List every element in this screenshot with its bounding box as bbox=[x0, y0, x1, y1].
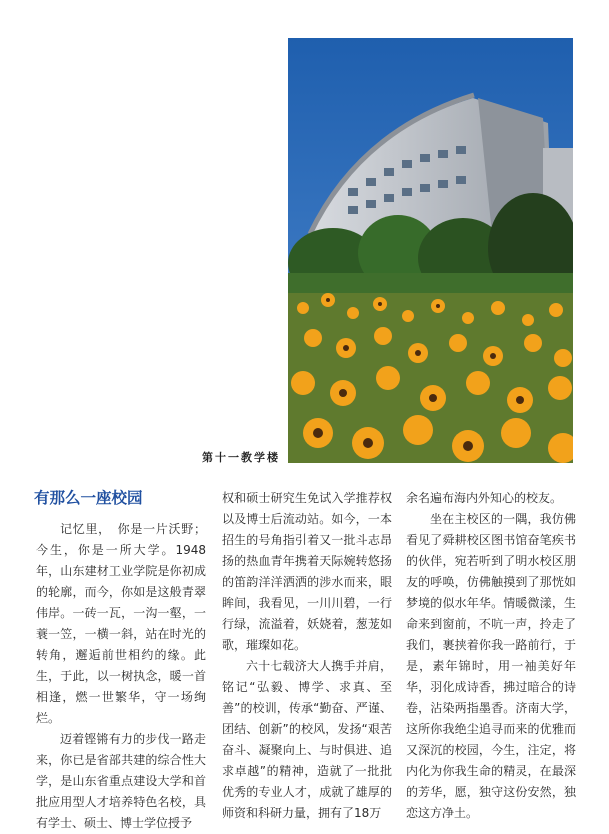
section-title: 有那么一座校园 bbox=[34, 489, 143, 507]
paragraph: 六十七载济大人携手并肩，铭记“弘毅、博学、求真、至善”的校训，传承“勤奋、严谨、团结、创新”的校风，发扬“艰苦奋斗、凝聚向上、与时俱进、追求卓越”的精神，造就了一批批优秀的专业人才，成就了雄厚的师资和科研力量，拥有了18万 bbox=[222, 659, 392, 820]
text-column-1 bbox=[36, 519, 206, 834]
paragraph: 坐在主校区的一隅，我仿佛看见了舜耕校区图书馆奋笔疾书的伙伴，宛若听到了明水校区朋友的呼唤，仿佛触摸到了那恍如梦境的似水年华。情暖微漾，生命来到窗前，不吭一声，拎走了我们，裹挟着你我一路前行，于是，素年锦时，用一袖美好年华，羽化成诗香，拂过暗合的诗卷，沾染两指墨香。济南大学，这所你我绝尘追寻而来的优雅而又深沉的校园，今生，注定，将内化为你我生命的精灵，在最深的芳华，愿，独守这份安然，独恋这方净土。 bbox=[406, 512, 576, 820]
paragraph: 余名遍布海内外知心的校友。 bbox=[406, 491, 563, 505]
paragraph: 记忆里， 你是一片沃野；今生，你是一所大学。1948年，山东建材工业学院是你初成的轮廓，而今，你如是这般青翠伟岸。一砖一瓦，一沟一壑，一蓑一笠，一横一斜，站在时光的转角，邂逅前世相约的缘。此生，于此，以一树执念，暖一首相逢，燃一世繁华，守一场绚烂。 bbox=[36, 522, 206, 725]
photo-caption: 第十一教学楼 bbox=[202, 451, 280, 464]
text-column-2 bbox=[222, 488, 392, 824]
text-column-3 bbox=[406, 488, 576, 824]
paragraph: 迈着铿锵有力的步伐一路走来，你已是省部共建的综合性大学，是山东省重点建设大学和首批应用型人才培养特色名校，具有学士、硕士、博士学位授予 bbox=[36, 732, 206, 830]
paragraph: 权和硕士研究生免试入学推荐权以及博士后流动站。如今，一本招生的号角指引着又一批斗志昂扬的热血青年携着天际婉转悠扬的笛韵洋洋洒洒的涉水而来，眼眸间，我看见，一川川碧，一行行绿，流溢着，妖娆着，葱茏如歌，璀璨如花。 bbox=[222, 491, 392, 652]
campus-building-photo bbox=[288, 38, 573, 463]
